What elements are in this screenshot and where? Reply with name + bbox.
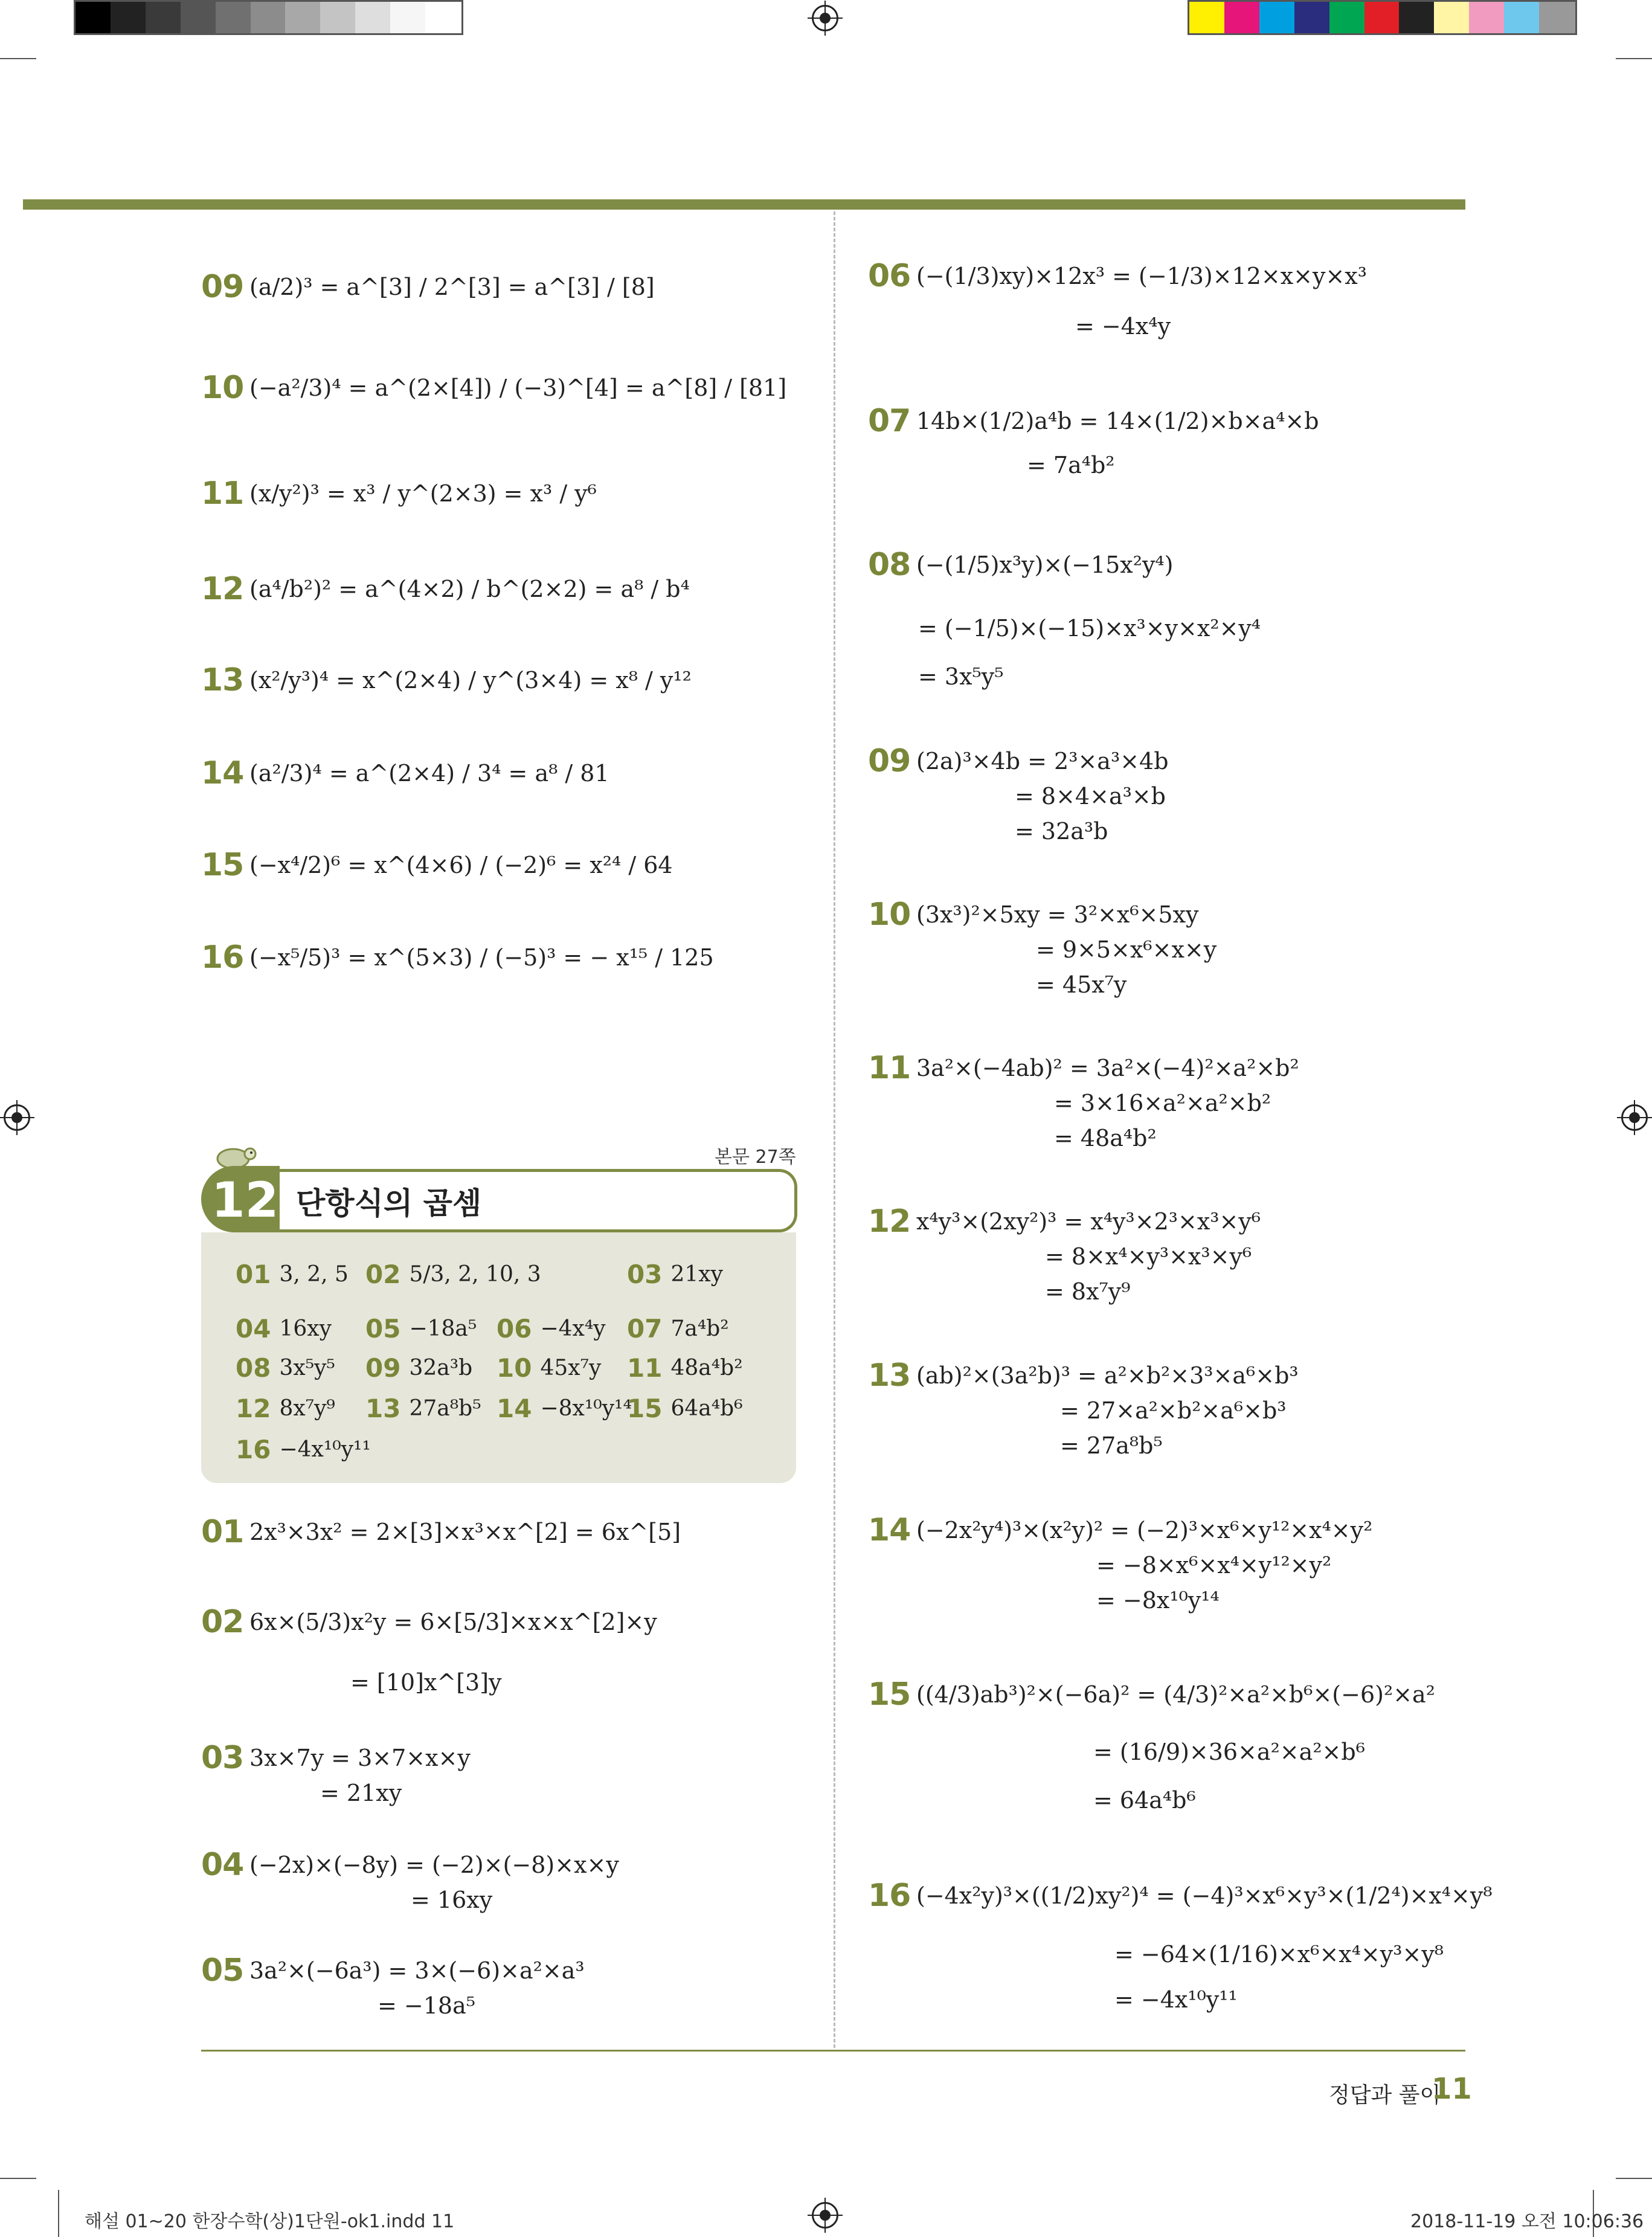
exercise [201, 939, 714, 976]
solution-line: (−2x)×(−8y) = (−2)×(−8)×x×y [249, 1852, 619, 1878]
exercise [201, 269, 655, 305]
answer-value: 3x⁵y⁵ [279, 1356, 335, 1380]
answer-number: 06 [497, 1314, 532, 1344]
answer-number: 13 [365, 1394, 401, 1423]
solution-line: (ab)²×(3a²b)³ = a²×b²×3³×a⁶×b³ [916, 1362, 1299, 1389]
exercise-number: 10 [201, 370, 244, 406]
exercise-equation: (a/2)³ = a^[3] / 2^[3] = a^[3] / [8] [249, 274, 655, 300]
crop-mark [1616, 58, 1652, 59]
solution-line: = −18a⁵ [378, 1992, 476, 2019]
solution-line: = 3×16×a²×a²×b² [1054, 1090, 1271, 1116]
solution-line: (−2x²y⁴)³×(x²y)² = (−2)³×x⁶×y¹²×x⁴×y² [916, 1517, 1373, 1543]
exercise [201, 475, 597, 512]
answer-number: 05 [365, 1314, 401, 1344]
solution-number: 10 [868, 896, 911, 933]
exercise [201, 662, 692, 698]
exercise-number: 14 [201, 755, 244, 791]
solution-number: 02 [201, 1604, 244, 1640]
answer-value: −4x⁴y [540, 1316, 606, 1341]
solution-number: 05 [201, 1952, 244, 1989]
exercise-equation: (−x⁴/2)⁶ = x^(4×6) / (−2)⁶ = x²⁴ / 64 [249, 852, 673, 878]
solution-line: (3x³)²×5xy = 3²×x⁶×5xy [916, 901, 1199, 928]
answer-number: 07 [627, 1314, 663, 1344]
column-divider [834, 211, 835, 2048]
answer-item [497, 1394, 632, 1423]
registration-mark-top [812, 5, 838, 31]
answer-number: 16 [236, 1435, 271, 1464]
solution-line: (−(1/3)xy)×12x³ = (−1/3)×12×x×y×x³ [916, 263, 1367, 289]
solution-line: ((4/3)ab³)²×(−6a)² = (4/3)²×a²×b⁶×(−6)²×a² [916, 1681, 1435, 1708]
solution-number: 09 [868, 743, 911, 779]
solution [868, 1203, 1261, 1240]
solution [868, 1676, 1435, 1713]
solution-number: 12 [868, 1203, 911, 1240]
answer-value: 48a⁴b² [670, 1356, 743, 1380]
solution-number: 06 [868, 258, 911, 294]
solution-number: 11 [868, 1050, 911, 1086]
answer-number: 10 [497, 1353, 532, 1383]
solution-number: 04 [201, 1847, 244, 1883]
footer-label: 정답과 풀이 [1329, 2083, 1441, 2108]
answer-value: 45x⁷y [540, 1356, 602, 1380]
solution-line: = 8×4×a³×b [1015, 783, 1166, 810]
solution-number: 14 [868, 1512, 911, 1548]
solution-number: 03 [201, 1740, 244, 1776]
answer-value: 64a⁴b⁶ [670, 1396, 743, 1421]
answer-value: 7a⁴b² [670, 1316, 729, 1341]
answer-value: 5/3, 2, 10, 3 [409, 1262, 541, 1287]
solution-line: 3a²×(−6a³) = 3×(−6)×a²×a³ [249, 1957, 585, 1984]
answer-item [236, 1260, 349, 1289]
exercise-number: 12 [201, 571, 244, 607]
answer-item [627, 1314, 729, 1344]
turtle-icon [211, 1141, 260, 1170]
color-strip [1188, 0, 1577, 35]
crop-mark [0, 58, 36, 59]
solution-line: 3a²×(−4ab)² = 3a²×(−4)²×a²×b² [916, 1055, 1299, 1081]
answer-value: −4x¹⁰y¹¹ [279, 1437, 371, 1462]
solution [868, 258, 1367, 294]
exercise-number: 15 [201, 847, 244, 883]
solution-line: = 45x⁷y [1036, 971, 1127, 998]
exercise-number: 11 [201, 475, 244, 512]
solution [868, 896, 1198, 933]
exercise-number: 16 [201, 939, 244, 976]
solution [868, 403, 1319, 439]
answer-item [365, 1260, 541, 1289]
solution-line: = 32a³b [1015, 818, 1108, 845]
solution-number: 16 [868, 1878, 911, 1914]
solution-line: = (−1/5)×(−15)×x³×y×x²×y⁴ [918, 615, 1261, 642]
answer-item [236, 1394, 335, 1423]
solution-line: = 21xy [320, 1780, 402, 1806]
registration-mark-left [4, 1104, 30, 1131]
answer-number: 03 [627, 1260, 663, 1289]
answer-item [627, 1394, 743, 1423]
solution-line: = −8x¹⁰y¹⁴ [1096, 1587, 1220, 1614]
exercise-number: 09 [201, 269, 244, 305]
registration-mark-bottom [812, 2202, 838, 2229]
solution-line: = 8×x⁴×y³×x³×y⁶ [1045, 1243, 1252, 1270]
answer-item [497, 1314, 606, 1344]
answer-number: 01 [236, 1260, 271, 1289]
solution-line: = −4x¹⁰y¹¹ [1114, 1986, 1238, 2013]
section-title: 단항식의 곱셈 [296, 1186, 482, 1221]
exercise [201, 847, 673, 883]
solution-line: 2x³×3x² = 2×[3]×x³×x^[2] = 6x^[5] [249, 1519, 681, 1545]
answer-number: 04 [236, 1314, 271, 1344]
answer-item [497, 1353, 601, 1383]
solution-number: 15 [868, 1676, 911, 1713]
answer-value: 8x⁷y⁹ [279, 1396, 335, 1421]
crop-mark [0, 2178, 36, 2179]
answer-number: 08 [236, 1353, 271, 1383]
page-number: 11 [1432, 2072, 1472, 2106]
answer-item [365, 1353, 472, 1383]
answer-value: 27a⁸b⁵ [409, 1396, 481, 1421]
exercise [201, 370, 786, 406]
answer-item [627, 1353, 743, 1383]
header-bar [23, 199, 1465, 210]
exercise-number: 13 [201, 662, 244, 698]
solution [868, 743, 1169, 779]
solution-number: 07 [868, 403, 911, 439]
solution [201, 1740, 471, 1776]
exercise-equation: (a²/3)⁴ = a^(2×4) / 3⁴ = a⁸ / 81 [249, 760, 609, 787]
solution-line: = 9×5×x⁶×x×y [1036, 936, 1217, 963]
section-number: 12 [211, 1172, 279, 1228]
answer-number: 11 [627, 1353, 663, 1383]
exercise-equation: (x/y²)³ = x³ / y^(2×3) = x³ / y⁶ [249, 480, 597, 507]
answer-item [236, 1435, 371, 1464]
solution [201, 1847, 619, 1883]
print-timestamp: 2018-11-19 오전 10:06:36 [1410, 2211, 1644, 2232]
solution-line: x⁴y³×(2xy²)³ = x⁴y³×2³×x³×y⁶ [916, 1208, 1261, 1235]
solution-number: 01 [201, 1514, 244, 1550]
crop-mark [58, 2190, 59, 2237]
answer-value: 21xy [670, 1262, 723, 1287]
answer-value: −8x¹⁰y¹⁴ [540, 1396, 632, 1421]
solution-line: (−4x²y)³×((1/2)xy²)⁴ = (−4)³×x⁶×y³×(1/2⁴)×x⁴×y⁸ [916, 1882, 1493, 1909]
answer-value: 3, 2, 5 [279, 1262, 349, 1287]
solution-line: = 16xy [411, 1887, 493, 1913]
solution [868, 1512, 1372, 1548]
exercise-equation: (−a²/3)⁴ = a^(2×[4]) / (−3)^[4] = a^[8] / [81] [249, 375, 787, 401]
answer-item [236, 1314, 332, 1344]
solution-line: (−(1/5)x³y)×(−15x²y⁴) [916, 552, 1174, 578]
solution-line: = −8×x⁶×x⁴×y¹²×y² [1096, 1552, 1332, 1579]
answer-item [627, 1260, 723, 1289]
solution [201, 1952, 585, 1989]
footer-rule [201, 2050, 1465, 2052]
solution [868, 1357, 1299, 1394]
solution-line: 6x×(5/3)x²y = 6×[5/3]×x×x^[2]×y [249, 1609, 657, 1635]
solution-number: 13 [868, 1357, 911, 1394]
solution-line: = −64×(1/16)×x⁶×x⁴×y³×y⁸ [1114, 1941, 1444, 1968]
print-file-info: 해설 01~20 한장수학(상)1단원-ok1.indd 11 [85, 2211, 455, 2232]
solution-line: = 3x⁵y⁵ [918, 663, 1004, 690]
registration-mark-right [1621, 1104, 1648, 1131]
solution-line: (2a)³×4b = 2³×a³×4b [916, 748, 1169, 774]
solution [868, 1878, 1493, 1914]
answer-number: 02 [365, 1260, 401, 1289]
answer-number: 14 [497, 1394, 532, 1423]
solution-line: = 7a⁴b² [1027, 452, 1115, 478]
exercise-equation: (−x⁵/5)³ = x^(5×3) / (−5)³ = − x¹⁵ / 125 [249, 944, 714, 971]
grayscale-strip [74, 0, 463, 35]
crop-mark [1616, 2178, 1652, 2179]
answer-number: 12 [236, 1394, 271, 1423]
exercise [201, 571, 690, 607]
answer-value: −18a⁵ [409, 1316, 477, 1341]
solution-line: = 8x⁷y⁹ [1045, 1278, 1131, 1305]
solution-line: 14b×(1/2)a⁴b = 14×(1/2)×b×a⁴×b [916, 408, 1319, 434]
answer-item [365, 1314, 477, 1344]
solution [868, 547, 1173, 583]
solution [868, 1050, 1299, 1086]
solution-line: = 64a⁴b⁶ [1093, 1787, 1196, 1814]
exercise-equation: (a⁴/b²)² = a^(4×2) / b^(2×2) = a⁸ / b⁴ [249, 576, 690, 602]
answer-item [365, 1394, 481, 1423]
answer-item [236, 1353, 335, 1383]
solution [201, 1514, 681, 1550]
solution [201, 1604, 657, 1640]
page-reference: 본문 27쪽 [715, 1147, 796, 1168]
answer-number: 15 [627, 1394, 663, 1423]
exercise [201, 755, 609, 791]
solution-line: 3x×7y = 3×7×x×y [249, 1745, 471, 1771]
solution-line: = 48a⁴b² [1054, 1125, 1157, 1151]
solution-line: = (16/9)×36×a²×a²×b⁶ [1093, 1739, 1365, 1765]
answer-value: 32a³b [409, 1356, 473, 1380]
answer-number: 09 [365, 1353, 401, 1383]
solution-line: = −4x⁴y [1075, 313, 1171, 340]
solution-line: = 27×a²×b²×a⁶×b³ [1060, 1397, 1287, 1424]
solution-line: = 27a⁸b⁵ [1060, 1432, 1163, 1459]
answer-value: 16xy [279, 1316, 332, 1341]
solution-number: 08 [868, 547, 911, 583]
exercise-equation: (x²/y³)⁴ = x^(2×4) / y^(3×4) = x⁸ / y¹² [249, 667, 692, 694]
solution-line: = [10]x^[3]y [350, 1669, 502, 1696]
